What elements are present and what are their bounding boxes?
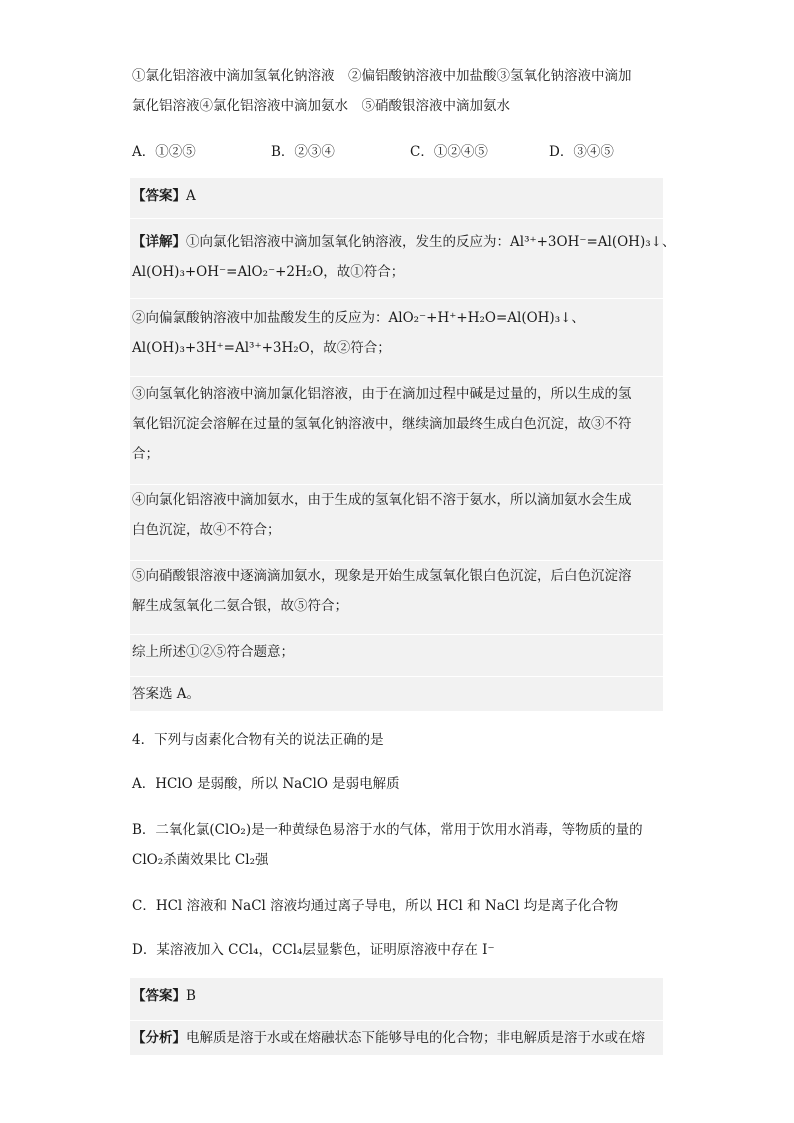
analysis-2-line	[132, 1028, 645, 1048]
question-4-option-b-line-2: ClO₂杀菌效果比 Cl₂强	[132, 852, 269, 868]
analysis-2-label: 【分析】	[132, 1030, 186, 1046]
answer-2-label: 【答案】	[132, 988, 186, 1004]
detail-line-9: 白色沉淀，故④不符合；	[132, 522, 281, 538]
question-4-option-b-line-1: B．二氧化氯(ClO₂)是一种黄绿色易溶于水的气体，常用于饮用水消毒，等物质的量的	[132, 822, 643, 838]
answer-line	[132, 186, 196, 206]
detail-line-7: 合；	[132, 446, 159, 462]
detail-line-8: ④向氯化铝溶液中滴加氨水，由于生成的氢氧化铝不溶于氨水，所以滴加氨水会生成	[132, 492, 632, 508]
answer-2-value: B	[186, 988, 196, 1004]
summary-line: 综上所述①②⑤符合题意；	[132, 644, 294, 660]
question-condition-line-2: 氯化铝溶液④氯化铝溶液中滴加氨水 ⑤硝酸银溶液中滴加氨水	[132, 98, 510, 114]
detail-line-2: Al(OH)₃+OH⁻=AlO₂⁻+2H₂O，故①符合；	[132, 264, 405, 280]
answer-label: 【答案】	[132, 188, 186, 204]
detail-line-11: 解生成氢氧化二氨合银，故⑤符合；	[132, 598, 348, 614]
analysis-2-text: 电解质是溶于水或在熔融状态下能够导电的化合物；非电解质是溶于水或在熔	[186, 1030, 645, 1046]
detail-line-5: ③向氢氧化钠溶液中滴加氯化铝溶液，由于在滴加过程中碱是过量的，所以生成的氢	[132, 386, 632, 402]
answer-value: A	[186, 188, 196, 204]
option-c: C．①②④⑤	[410, 144, 488, 160]
detail-line-6: 氧化铝沉淀会溶解在过量的氢氧化钠溶液中，继续滴加最终生成白色沉淀，故③不符	[132, 416, 632, 432]
detail-line-1	[132, 232, 675, 252]
conclusion-line: 答案选 A。	[132, 686, 201, 702]
detail-line-4: Al(OH)₃+3H⁺=Al³⁺+3H₂O，故②符合；	[132, 340, 391, 356]
option-a: A．①②⑤	[132, 144, 196, 160]
question-4-option-a: A．HClO 是弱酸，所以 NaClO 是弱电解质	[132, 776, 400, 792]
answer-2-line	[132, 986, 196, 1006]
answer-shade	[130, 178, 663, 218]
question-4-option-c: C．HCl 溶液和 NaCl 溶液均通过离子导电，所以 HCl 和 NaCl 均是离子化合物	[132, 898, 619, 914]
detail-line-3: ②向偏氯酸钠溶液中加盐酸发生的反应为：AlO₂⁻+H⁺+H₂O=Al(OH)₃↓、	[132, 310, 585, 326]
detail-label: 【详解】	[132, 234, 186, 250]
option-b: B．②③④	[271, 144, 335, 160]
question-condition-line-1: ①氯化铝溶液中滴加氢氧化钠溶液 ②偏铝酸钠溶液中加盐酸③氢氧化钠溶液中滴加	[132, 68, 632, 84]
detail-text: ①向氯化铝溶液中滴加氢氧化钠溶液，发生的反应为：Al³⁺+3OH⁻=Al(OH)₃↓、	[186, 234, 676, 250]
detail-shade-7	[130, 676, 663, 711]
question-4-option-d: D．某溶液加入 CCl₄，CCl₄层显紫色，证明原溶液中存在 I⁻	[132, 942, 495, 958]
option-d: D．③④⑤	[549, 144, 614, 160]
question-4-stem: 4．下列与卤素化合物有关的说法正确的是	[132, 732, 384, 748]
detail-line-10: ⑤向硝酸银溶液中逐滴滴加氨水，现象是开始生成氢氧化银白色沉淀，后白色沉淀溶	[132, 568, 632, 584]
detail-shade-1	[130, 218, 663, 299]
answer-2-shade	[130, 978, 663, 1020]
